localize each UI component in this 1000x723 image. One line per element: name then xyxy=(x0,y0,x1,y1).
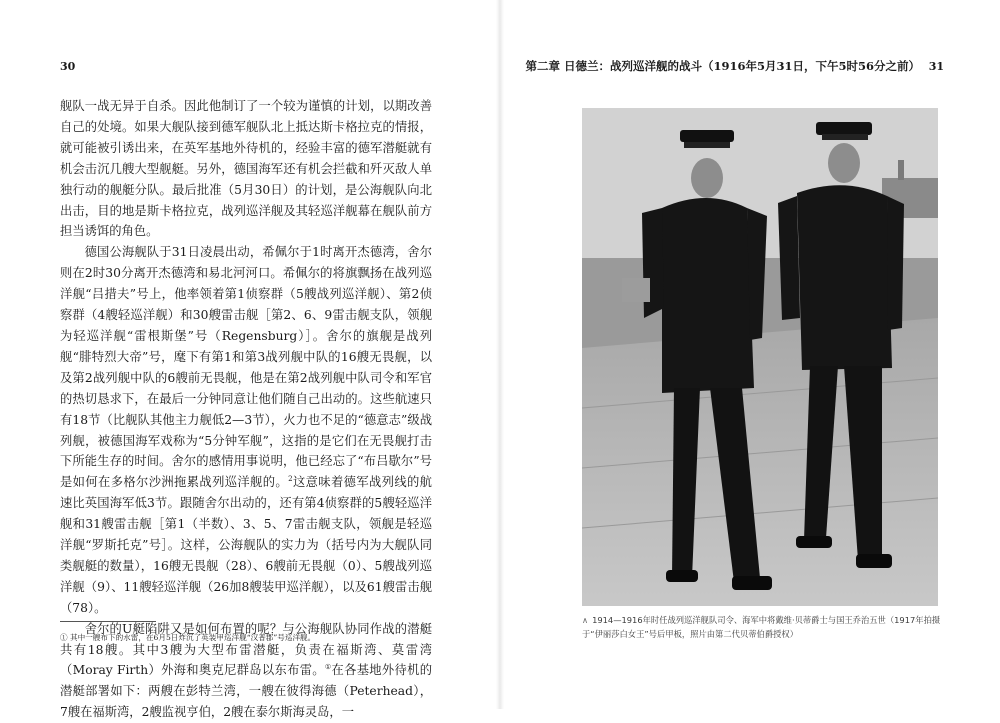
running-head: 第二章 日德兰：战列巡洋舰的战斗（1916年5月31日，下午5时56分之前） xyxy=(525,59,920,73)
coat xyxy=(797,185,892,370)
ship-funnel xyxy=(898,160,904,180)
left-page-number: 30 xyxy=(60,60,76,73)
historical-photo xyxy=(582,108,938,606)
caption-arrow-icon: ∧ xyxy=(582,615,589,625)
right-shoe xyxy=(856,554,892,568)
sleeve-braid xyxy=(622,278,650,302)
paragraph-3-text: 舍尔的U艇陷阱又是如何布置的呢？与公海舰队协同作战的潜艇共有18艘。其中3艘为大型布雷潜艇，负责在福斯湾、莫雷湾（Moray Firth）外海和奥克尼群岛以东布雷。 xyxy=(60,621,432,678)
right-shoe xyxy=(732,576,772,590)
cap-peak xyxy=(822,134,868,140)
paragraph-2-cont: 这意味着德军战列线的航速比英国海军低3节。跟随舍尔出动的，还有第4侦察群的5艘轻巡洋舰和31艘雷击舰［第1（半数）、3、5、7雷击舰支队，领舰是轻巡洋舰“罗斯托克”号］。这样，公海舰队的实力为（括号内为大舰队同类舰艇的数量），16艘无畏舰（28）、6艘前无畏舰（0）、5艘战列巡洋舰（9）、11艘轻巡洋舰（26加8艘装甲巡洋舰），以及61艘雷击舰（78）。 xyxy=(60,475,432,615)
right-page-number: 31 xyxy=(928,60,944,73)
paragraph-3-cont: 在各基地外待机的潜艇部署如下：两艘在彭特兰湾，一艘在彼得海德（Peterhead），7艘在福斯湾，2艘监视亨伯，2艘在泰尔斯海灵岛，一 xyxy=(60,663,433,720)
cap-peak xyxy=(684,142,730,148)
photo-caption xyxy=(582,614,942,641)
footnote: ① 其中一艘布下的水雷，在6月5日炸沉了英装甲巡洋舰“汉普郡”号巡洋舰。 xyxy=(60,633,316,642)
left-shoe xyxy=(666,570,698,582)
coat xyxy=(662,198,754,393)
footnote-rule xyxy=(60,621,156,622)
cap xyxy=(816,122,872,135)
photo-illustration xyxy=(582,108,938,606)
footnote-ref-circle: ① xyxy=(324,663,332,672)
cap xyxy=(680,130,734,142)
paragraph-2-text: 德国公海舰队于31日凌晨出动，希佩尔于1时离开杰德湾，舍尔则在2时30分离开杰德湾和易北河河口。希佩尔的将旗飘扬在战列巡洋舰“吕措夫”号上，他率领着第1侦察群（5艘战列巡洋舰）、第2侦察群（4艘轻巡洋舰）和30艘雷击舰［第2、6、9雷击舰支队，领舰为轻巡洋舰“雷根斯堡”号（Regensburg）］。舍尔的旗舰是战列舰“腓特烈大帝”号，麾下有第1和第3战列舰中队的16艘无畏舰，以及第2战列舰中队的6艘前无畏舰，他是在第2战列舰中队司令和军官的热切恳求下，在最后一分钟同意让他们随自己出动的。这些航速只有18节（比舰队其他主力舰低2—3节），火力也不足的“德意志”级战列舰，被德国海军戏称为“5分钟军舰”，这指的是它们在无畏舰打击下所能生存的时间。舍尔的感情用事说明，他已经忘了“布吕歇尔”号是如何在多格尔沙洲拖累战列巡洋舰的。 xyxy=(60,245,432,490)
paragraph-2 xyxy=(60,242,432,618)
left-page xyxy=(0,0,500,720)
paragraph-1: 舰队一战无异于自杀。因此他制订了一个较为谨慎的计划，以期改善自己的处境。如果大舰队接到德军舰队北上抵达斯卡格拉克的情报，就可能被引诱出来，在英军基地外待机的，经验丰富的德军潜艇就有机会击沉几艘大型舰艇。另外，德国海军还有机会拦截和歼灭敌人单独行动的舰艇分队。最后批准（5月30日）的计划，是公海舰队向北出击，目的地是斯卡格拉克，战列巡洋舰及其轻巡洋舰幕在舰队前方担当诱饵的角色。 xyxy=(60,99,432,239)
footnote-ref-2: 2 xyxy=(288,475,293,484)
head xyxy=(828,143,860,183)
right-arm xyxy=(887,196,904,330)
head xyxy=(691,158,723,198)
body-text xyxy=(60,96,432,723)
caption-text: 1914—1916年时任战列巡洋舰队司令、海军中将戴维·贝蒂爵士与国王乔治五世（1917年拍摄于“伊丽莎白女王”号后甲板，照片由第二代贝蒂伯爵授权） xyxy=(582,615,941,639)
left-shoe xyxy=(796,536,832,548)
